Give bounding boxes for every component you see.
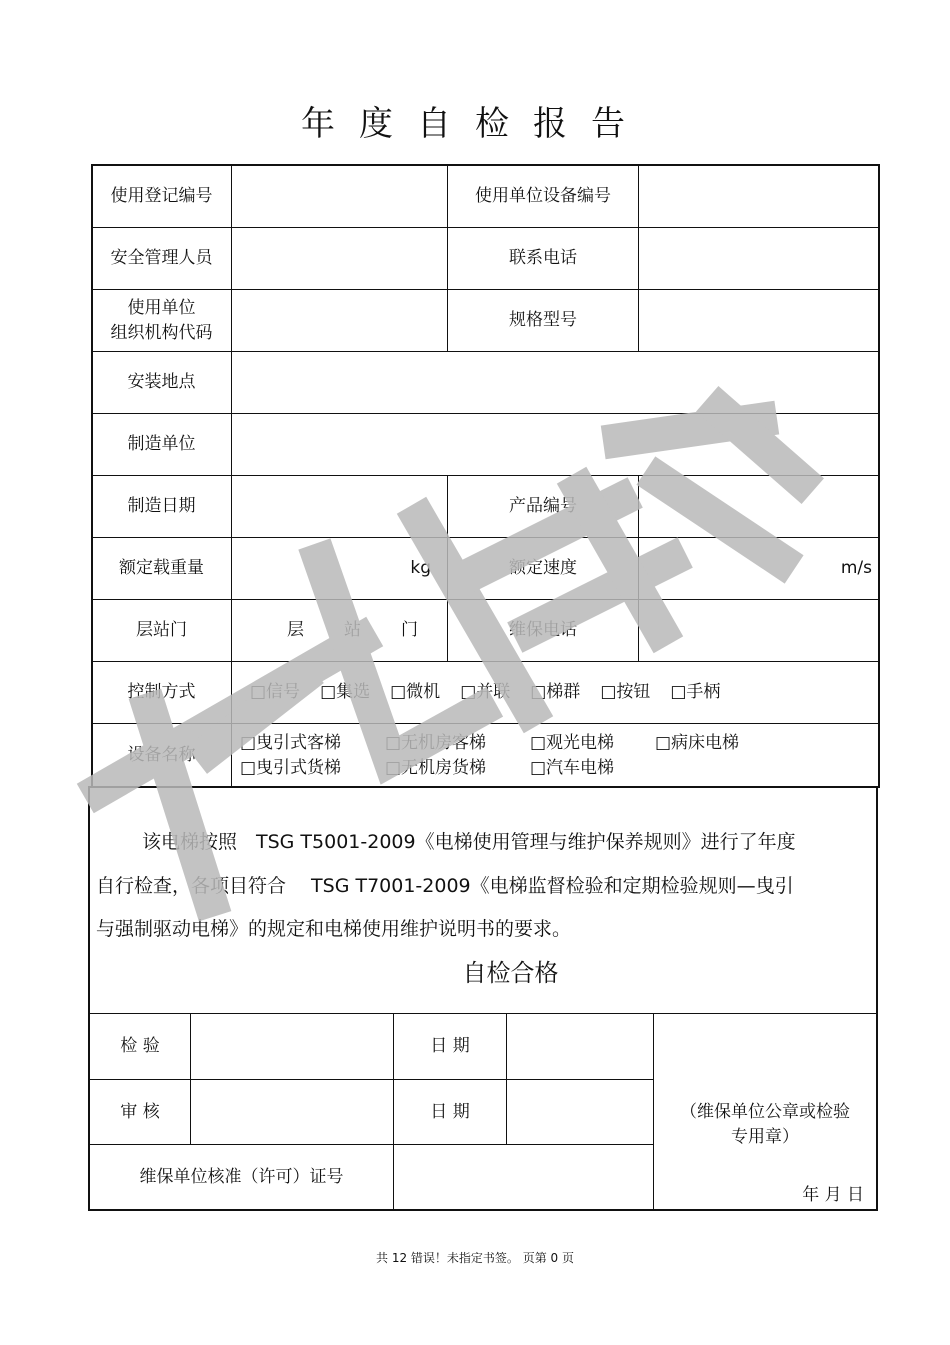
- control-mode-label: 控制方式: [127, 682, 196, 702]
- stamp-area: [654, 1100, 876, 1150]
- page-footer: 共 12 错误！未指定书签。 页第 0 页: [376, 1251, 574, 1265]
- equip-option-car[interactable]: □汽车电梯: [530, 758, 615, 778]
- safety-manager-field[interactable]: [232, 228, 447, 289]
- install-location-label: 安装地点: [127, 372, 196, 392]
- license-label: 维保单位核准（许可）证号: [139, 1166, 344, 1187]
- stamp-date: 年 月 日: [802, 1185, 864, 1205]
- unit-equip-no-field[interactable]: [639, 166, 878, 227]
- review-date-field[interactable]: [507, 1080, 653, 1144]
- floors-field[interactable]: [232, 600, 447, 661]
- contact-phone-label: 联系电话: [509, 248, 577, 268]
- maintenance-phone-field[interactable]: [639, 600, 878, 661]
- control-option-microcomputer[interactable]: □微机: [390, 682, 441, 702]
- statement-line2: 自行检查，各项目符合 TSG T7001-2009《电梯监督检验和定期检验规则—曳引: [96, 875, 794, 897]
- license-field[interactable]: [394, 1145, 653, 1209]
- stations-text: 站: [344, 620, 361, 640]
- review-label: 审 核: [120, 1101, 160, 1122]
- model-field[interactable]: [639, 290, 878, 351]
- org-code-label-line2: 组织机构代码: [110, 322, 213, 343]
- stamp-text-line1: （维保单位公章或检验: [680, 1102, 850, 1122]
- org-code-label: [92, 290, 231, 351]
- product-no-field[interactable]: [639, 476, 878, 537]
- equip-option-panoramic[interactable]: □观光电梯: [530, 733, 615, 753]
- rated-speed-label: 额定速度: [509, 558, 577, 578]
- inspect-label: 检 验: [120, 1036, 160, 1056]
- control-option-button[interactable]: □按钮: [600, 682, 651, 702]
- equip-option-traction-passenger[interactable]: □曳引式客梯: [240, 733, 342, 753]
- reg-no-label: 使用登记编号: [110, 186, 213, 206]
- inspect-field[interactable]: [191, 1014, 393, 1079]
- floors-label: 层站门: [136, 620, 187, 640]
- result-text: 自检合格: [462, 959, 559, 987]
- manufacture-date-label: 制造日期: [127, 496, 196, 516]
- report-title: 年度自检报告: [301, 104, 649, 144]
- equip-option-mrl-passenger[interactable]: □无机房客梯: [385, 733, 487, 753]
- org-code-label-line1: 使用单位: [127, 297, 196, 318]
- equip-option-traction-freight[interactable]: □曳引式货梯: [240, 758, 342, 778]
- control-mode-options: [232, 662, 878, 723]
- unit-equip-no-label: 使用单位设备编号: [475, 186, 611, 206]
- rated-speed-unit: m/s: [840, 558, 872, 578]
- org-code-field[interactable]: [232, 290, 447, 351]
- maintenance-phone-label: 维保电话: [509, 620, 577, 640]
- rated-speed-field[interactable]: [639, 538, 878, 599]
- manufacturer-field[interactable]: [232, 414, 878, 475]
- product-no-label: 产品编号: [509, 496, 577, 516]
- manufacture-date-field[interactable]: [232, 476, 447, 537]
- rated-load-field[interactable]: [232, 538, 447, 599]
- statement-line1: 该电梯按照 TSG T5001-2009《电梯使用管理与维护保养规则》进行了年度: [142, 831, 796, 853]
- control-option-collective[interactable]: □集选: [320, 682, 371, 702]
- review-field[interactable]: [191, 1080, 393, 1144]
- equip-option-mrl-freight[interactable]: □无机房货梯: [385, 758, 487, 778]
- stamp-text-line2: 专用章）: [731, 1127, 799, 1147]
- rated-load-label: 额定载重量: [119, 558, 204, 578]
- floors-text: 层: [287, 620, 304, 640]
- control-option-group[interactable]: □梯群: [530, 682, 581, 702]
- equipment-name-label: 设备名称: [127, 744, 196, 765]
- safety-manager-label: 安全管理人员: [110, 248, 213, 268]
- model-label: 规格型号: [509, 310, 577, 330]
- rated-load-unit: kg: [410, 558, 431, 578]
- control-option-signal[interactable]: □信号: [250, 682, 301, 702]
- manufacturer-label: 制造单位: [127, 434, 196, 454]
- install-location-field[interactable]: [232, 352, 878, 413]
- reg-no-field[interactable]: [232, 166, 447, 227]
- control-option-handle[interactable]: □手柄: [670, 682, 721, 702]
- contact-phone-field[interactable]: [639, 228, 878, 289]
- inspect-date-label: 日 期: [430, 1036, 470, 1056]
- review-date-label: 日 期: [430, 1101, 470, 1122]
- statement-line3: 与强制驱动电梯》的规定和电梯使用维护说明书的要求。: [96, 918, 572, 940]
- doors-text: 门: [401, 620, 418, 640]
- inspect-date-field[interactable]: [507, 1014, 653, 1079]
- equip-option-bed[interactable]: □病床电梯: [655, 733, 740, 753]
- equipment-name-options: [240, 731, 870, 781]
- control-option-parallel[interactable]: □并联: [460, 682, 511, 702]
